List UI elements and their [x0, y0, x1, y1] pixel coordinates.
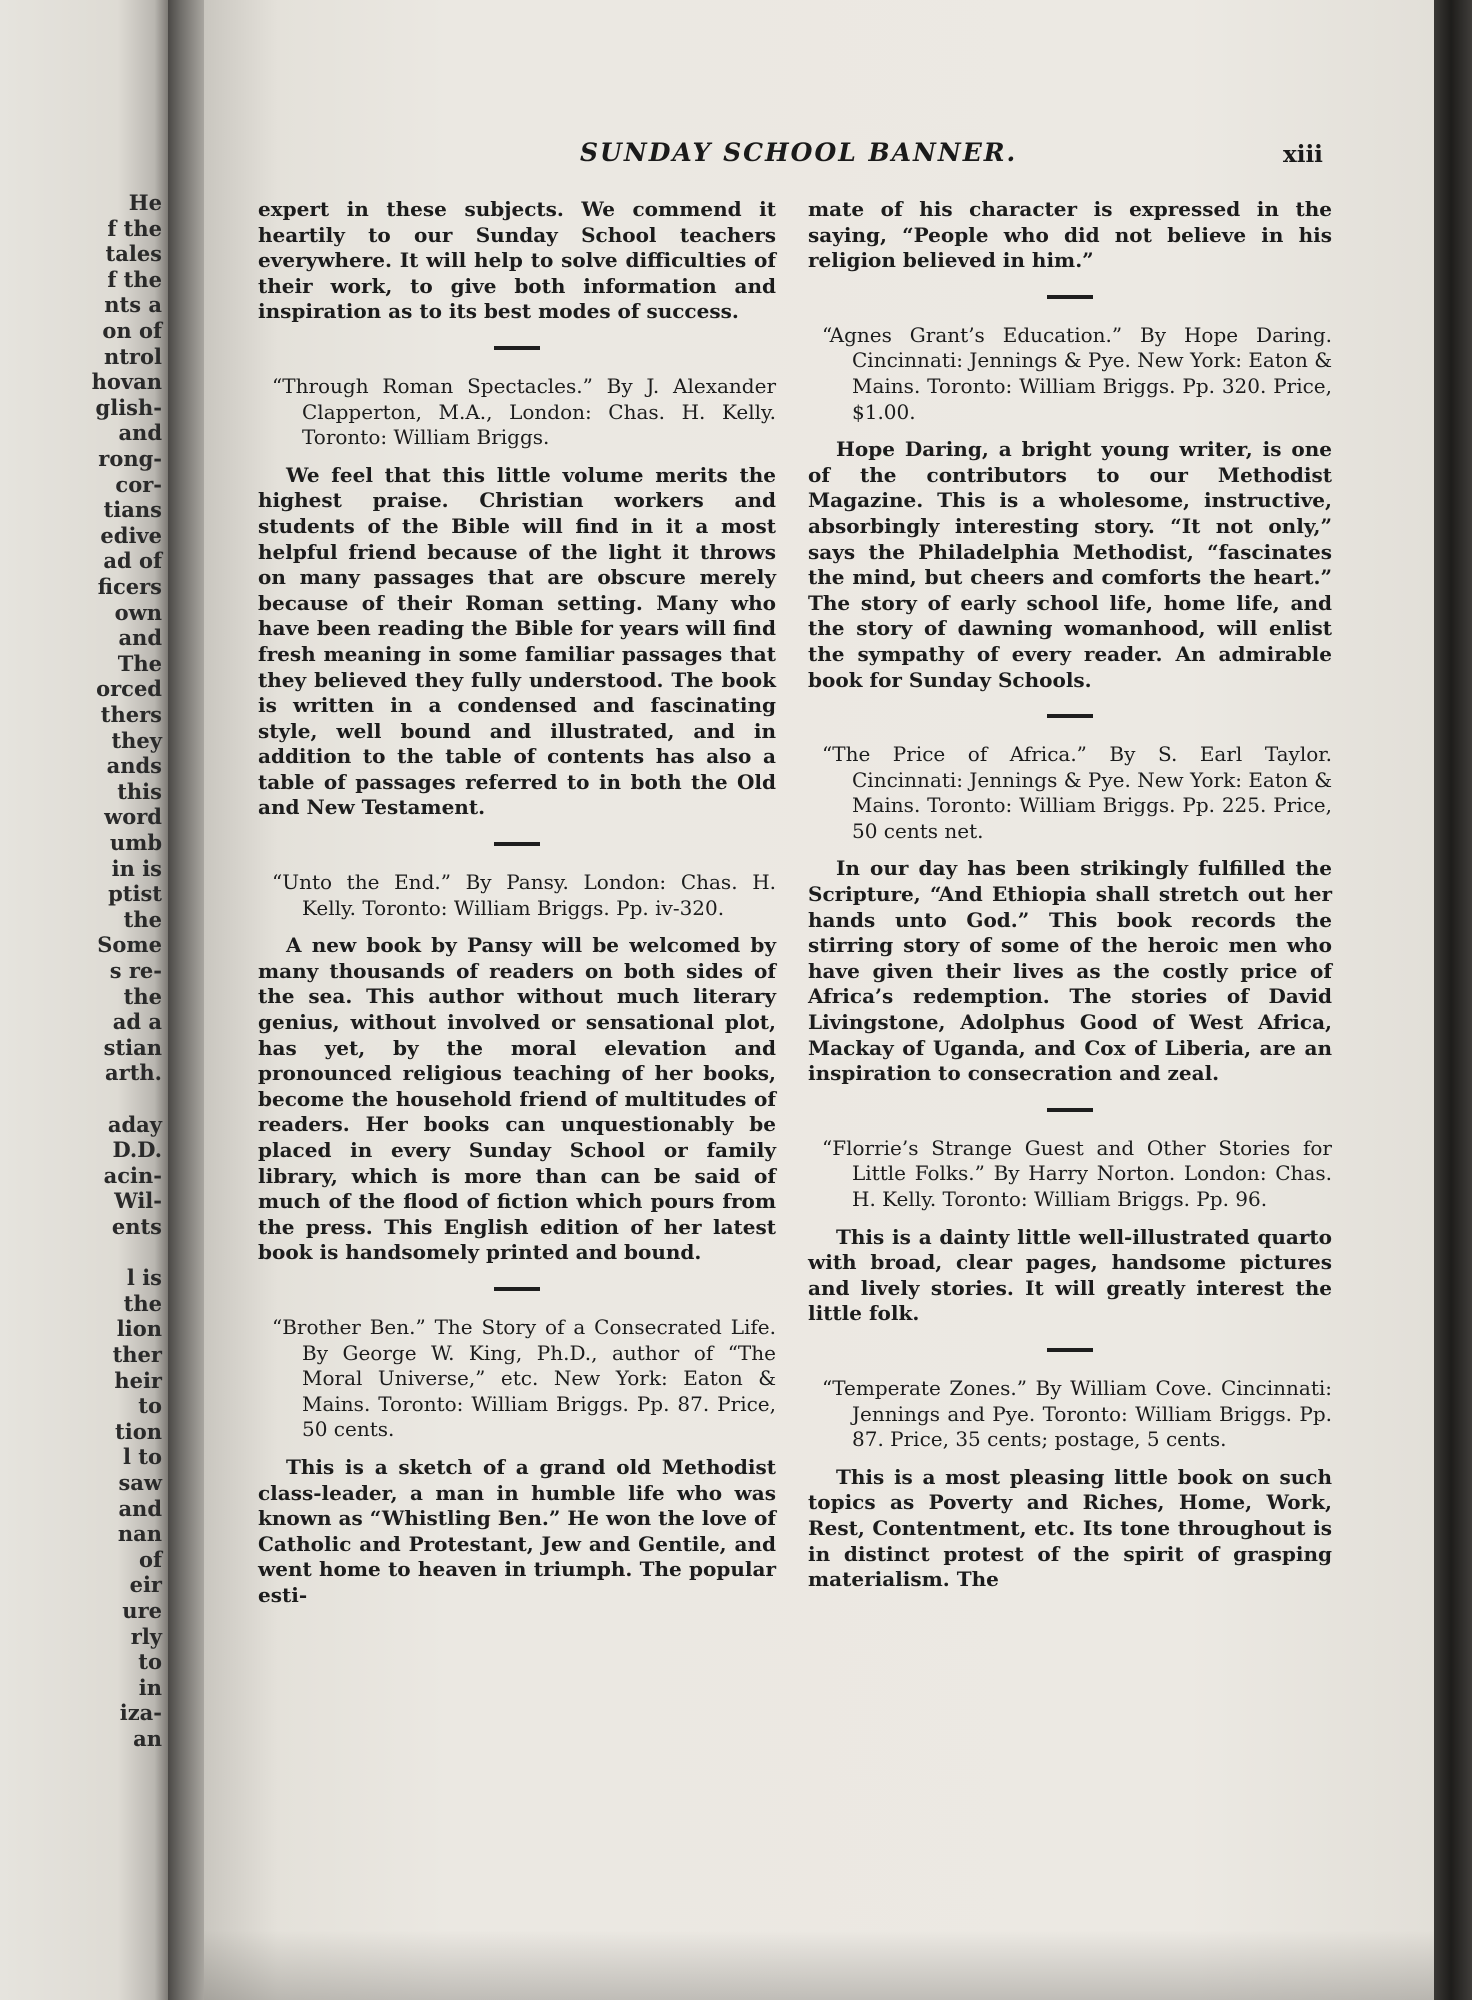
review-citation: “The Price of Africa.” By S. Earl Taylor. Cincinnati: Jennings & Pye. New York: Eaton & Mains. Toronto: William Briggs. Pp. 225. Price, 50 cents net.	[822, 742, 1332, 843]
facing-page-fragment: Wil-	[114, 1188, 162, 1214]
section-divider	[494, 842, 540, 846]
facing-page-fragment: ther	[112, 1342, 162, 1367]
facing-page-fragment: ntrol	[103, 343, 162, 369]
facing-page-fragment: iza-	[119, 1700, 162, 1726]
facing-page-fragment: orced	[96, 676, 162, 702]
facing-page-fragment: in is	[111, 855, 162, 881]
right-column	[808, 197, 1332, 1593]
facing-page-fragment: f the	[107, 215, 162, 241]
facing-page-fragment: saw	[118, 1470, 162, 1495]
review-citation: “Agnes Grant’s Education.” By Hope Daring. Cincinnati: Jennings & Pye. New York: Eaton & Mains. Toronto: William Briggs. Pp. 320. Price, $1.00.	[822, 322, 1332, 424]
section-divider	[1047, 1348, 1093, 1352]
facing-page-text-fragments	[2, 0, 162, 2000]
review-body: This is a dainty little well-illustrated quarto with broad, clear pages, handsome pictures and lively stories. It will greatly interest the little folk.	[808, 1224, 1332, 1326]
facing-page-fragment: l to	[123, 1444, 162, 1470]
review-body: In our day has been strikingly fulfilled the Scripture, “And Ethiopia shall stretch out her hands unto God.” This book records the stirring story of some of the heroic men who have given their lives as the costly price of Africa’s redemption. The stories of David Livingstone, Adolphus Good of West Africa, Mackay of Uganda, and Cox of Liberia, are an inspiration to consecration and zeal.	[808, 856, 1332, 1086]
facing-page-fragment: Some	[97, 932, 162, 958]
facing-page-fragment: word	[104, 804, 162, 830]
continued-paragraph: mate of his character is expressed in the saying, “People who did not believe in his religion believed in him.”	[808, 197, 1332, 273]
facing-page-fragment: the	[123, 983, 162, 1009]
facing-page-fragment: D.D.	[112, 1137, 162, 1163]
page-number: xiii	[1283, 141, 1323, 168]
review-citation: “Unto the End.” By Pansy. London: Chas. H. Kelly. Toronto: William Briggs. Pp. iv-320.	[272, 870, 776, 920]
facing-page-fragment: thers	[100, 702, 162, 727]
facing-page-fragment: to	[138, 1649, 162, 1675]
facing-page-fragment: tians	[103, 497, 162, 523]
facing-page-fragment: nan	[117, 1521, 162, 1547]
facing-page-fragment: ficers	[97, 574, 162, 599]
facing-page-fragment: ptist	[108, 881, 162, 907]
section-divider	[1047, 1108, 1093, 1112]
facing-page-fragment: this	[117, 778, 162, 804]
facing-page-fragment: rly	[130, 1623, 162, 1649]
facing-page-fragment: acin-	[103, 1162, 162, 1188]
facing-page-fragment: and	[118, 625, 162, 651]
review-citation: “Through Roman Spectacles.” By J. Alexander Clapperton, M.A., London: Chas. H. Kelly. Toronto: William Briggs.	[272, 373, 776, 450]
facing-page-fragment: of	[138, 1546, 162, 1572]
continued-paragraph: expert in these subjects. We commend it heartily to our Sunday School teachers everywhere. It will help to solve difficulties of their work, to give both information and inspiration as to its best modes of success.	[258, 197, 776, 324]
facing-page-fragment: glish-	[95, 394, 162, 420]
review-citation: “Florrie’s Strange Guest and Other Stories for Little Folks.” By Harry Norton. London: Chas. H. Kelly. Toronto: William Briggs. Pp. 96.	[822, 1135, 1332, 1211]
facing-page-fragment: tales	[105, 241, 162, 267]
facing-page-fragment: heir	[114, 1367, 162, 1393]
facing-page-fragment: the	[123, 1290, 162, 1316]
left-column	[258, 197, 776, 1609]
facing-page-fragment: and	[118, 420, 162, 446]
facing-page-fragment: nts a	[104, 292, 162, 318]
facing-page-fragment: an	[133, 1726, 162, 1751]
facing-page-fragment: lion	[116, 1316, 162, 1342]
review-body: A new book by Pansy will be welcomed by many thousands of readers on both sides of the sea. This author without much literary genius, without involved or sensational plot, has yet, by the moral elevation and pronounced religious teaching of her books, become the household friend of multitudes of readers. Her books can unquestionably be placed in every Sunday School or family library, which is more than can be said of much of the flood of fiction which pours from the press. This English edition of her latest book is handsomely printed and bound.	[258, 933, 776, 1265]
section-divider	[1047, 714, 1093, 718]
facing-page-fragment: and	[118, 1495, 162, 1521]
facing-page-fragment: f the	[107, 266, 162, 292]
page-edge-shadow	[1434, 0, 1472, 2000]
review-body: This is a sketch of a grand old Methodist class-leader, a man in humble life who was known as “Whistling Ben.” He won the love of Catholic and Protestant, Jew and Gentile, and went home to heaven in triumph. The popular esti-	[258, 1454, 776, 1607]
facing-page-fragment: ad of	[103, 548, 162, 574]
facing-page-fragment: edive	[100, 522, 162, 548]
facing-page-fragment: ands	[106, 753, 162, 779]
review-citation: “Brother Ben.” The Story of a Consecrated Life. By George W. King, Ph.D., author of “The Moral Universe,” etc. New York: Eaton & Mains. Toronto: William Briggs. Pp. 87. Price, 50 cents.	[272, 1314, 776, 1442]
facing-page-fragment: the	[123, 906, 162, 932]
facing-page-fragment: they	[111, 727, 162, 753]
facing-page-edge	[0, 0, 168, 2000]
facing-page-fragment: in	[138, 1674, 162, 1700]
book-gutter	[168, 0, 204, 2000]
facing-page-fragment: umb	[109, 830, 162, 855]
facing-page-fragment: tion	[115, 1418, 162, 1444]
facing-page-fragment: to	[138, 1393, 162, 1419]
section-divider	[494, 1287, 540, 1291]
section-divider	[1047, 295, 1093, 299]
facing-page-fragment: He	[128, 190, 162, 215]
facing-page-fragment: The	[117, 650, 162, 676]
review-body: This is a most pleasing little book on such topics as Poverty and Riches, Home, Work, Rest, Contentment, etc. Its tone throughout is in distinct protest of the spirit of grasping materialism. The	[808, 1464, 1332, 1592]
facing-page-fragment: s re-	[109, 958, 162, 983]
facing-page-fragment: stian	[103, 1034, 162, 1060]
facing-page-fragment: on of	[102, 318, 162, 343]
review-body: Hope Daring, a bright young writer, is one of the contributors to our Methodist Magazine. This is a wholesome, instructive, absorbingly interesting story. “It not only,” says the Philadelphia Methodist, “fascinates the mind, but cheers and comforts the heart.” The story of early school life, home life, and the story of dawning womanhood, will enlist the sympathy of every reader. An admirable book for Sunday Schools.	[808, 437, 1332, 692]
review-citation: “Temperate Zones.” By William Cove. Cincinnati: Jennings and Pye. Toronto: William Briggs. Pp. 87. Price, 35 cents; postage, 5 cents.	[822, 1375, 1332, 1452]
facing-page-fragment: ents	[111, 1214, 162, 1239]
review-body: We feel that this little volume merits the highest praise. Christian workers and students of the Bible will find in it a most helpful friend because of the light it throws on many passages that are obscure merely because of their Roman setting. Many who have been reading the Bible for years will find fresh meaning in some familiar passages that they believed they fully understood. The book is written in a condensed and fascinating style, well bound and illustrated, and in addition to the table of contents has also a table of passages referred to in both the Old and New Testament.	[258, 462, 776, 820]
facing-page-fragment: rong-	[98, 446, 162, 471]
facing-page-fragment: arth.	[105, 1060, 162, 1086]
section-divider	[494, 346, 540, 350]
facing-page-fragment: ure	[122, 1598, 162, 1623]
facing-page-fragment: cor-	[115, 471, 162, 497]
facing-page-fragment: l is	[126, 1265, 162, 1291]
facing-page-fragment: eir	[129, 1572, 162, 1598]
page-bottom-shade	[204, 1930, 1434, 2000]
facing-page-fragment: aday	[107, 1111, 162, 1137]
facing-page-fragment: ad a	[112, 1009, 162, 1035]
facing-page-fragment: own	[114, 599, 162, 625]
running-title: SUNDAY SCHOOL BANNER.	[580, 138, 1018, 167]
facing-page-fragment: hovan	[91, 369, 162, 395]
